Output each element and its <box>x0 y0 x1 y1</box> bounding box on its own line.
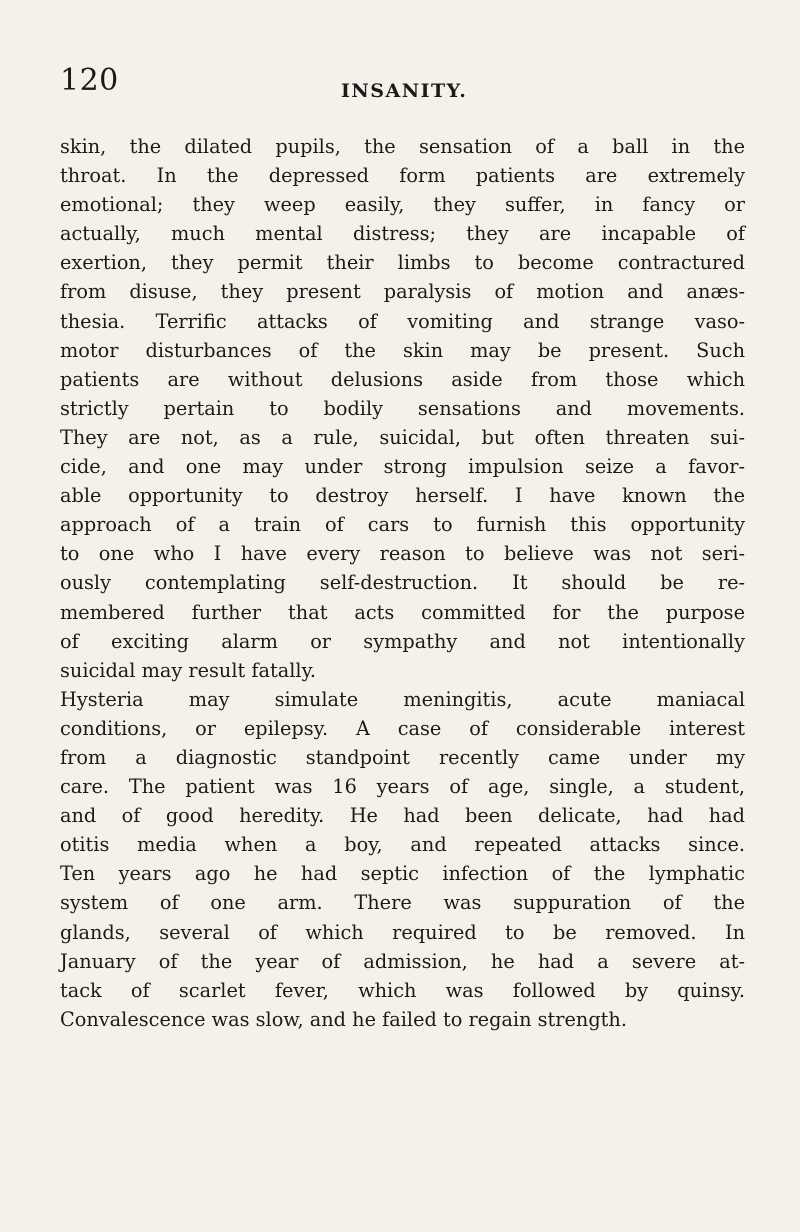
text-line: January of the year of admission, he had a severe at- <box>60 949 745 973</box>
text-line: glands, several of which required to be removed. In <box>60 920 745 944</box>
text-line: care. The patient was 16 years of age, single, a student, <box>60 775 745 799</box>
text-line: They are not, as a rule, suicidal, but often threaten sui- <box>60 425 745 449</box>
text-line: cide, and one may under strong impulsion seize a favor- <box>60 455 745 479</box>
page-number: 120 <box>60 63 119 98</box>
text-line: motor disturbances of the skin may be present. Such <box>60 338 745 362</box>
text-line: from a diagnostic standpoint recently came under my <box>60 745 745 769</box>
text-line: ously contemplating self-destruction. It should be re- <box>60 571 745 595</box>
text-line: able opportunity to destroy herself. I have known the <box>60 484 745 508</box>
text-line: to one who I have every reason to believe was not seri- <box>60 542 745 566</box>
text-line: emotional; they weep easily, they suffer, in fancy or <box>60 193 745 217</box>
running-head: INSANITY. <box>341 80 468 102</box>
text-line: and of good heredity. He had been delicate, had had <box>60 804 745 828</box>
text-line: tack of scarlet fever, which was followed by quinsy. <box>60 978 745 1002</box>
text-line: approach of a train of cars to furnish this opportunity <box>60 513 745 537</box>
text-line: system of one arm. There was suppuration of the <box>60 891 745 915</box>
text-line: throat. In the depressed form patients are extremely <box>60 164 745 188</box>
paragraph-end-line: suicidal may result fatally. <box>60 658 317 682</box>
text-line: membered further that acts committed for the purpose <box>60 600 745 624</box>
text-line: thesia. Terrific attacks of vomiting and strange vaso- <box>60 309 745 333</box>
text-line: actually, much mental distress; they are incapable of <box>60 222 745 246</box>
text-line: from disuse, they present paralysis of motion and anæs- <box>60 280 745 304</box>
text-line: otitis media when a boy, and repeated attacks since. <box>60 833 745 857</box>
text-line: Convalescence was slow, and he failed to regain strength. <box>60 1007 627 1031</box>
text-line: strictly pertain to bodily sensations and movements. <box>60 396 745 420</box>
text-line: conditions, or epilepsy. A case of considerable interest <box>60 716 745 740</box>
text-line: skin, the dilated pupils, the sensation of a ball in the <box>60 135 745 158</box>
text-line: exertion, they permit their limbs to become contractured <box>60 251 745 275</box>
paragraph-start-line: Hysteria may simulate meningitis, acute maniacal <box>60 687 745 711</box>
body-text <box>60 132 745 1034</box>
text-line: of exciting alarm or sympathy and not intentionally <box>60 629 745 653</box>
text-line: Ten years ago he had septic infection of the lymphatic <box>60 862 745 886</box>
text-line: patients are without delusions aside from those which <box>60 367 745 391</box>
